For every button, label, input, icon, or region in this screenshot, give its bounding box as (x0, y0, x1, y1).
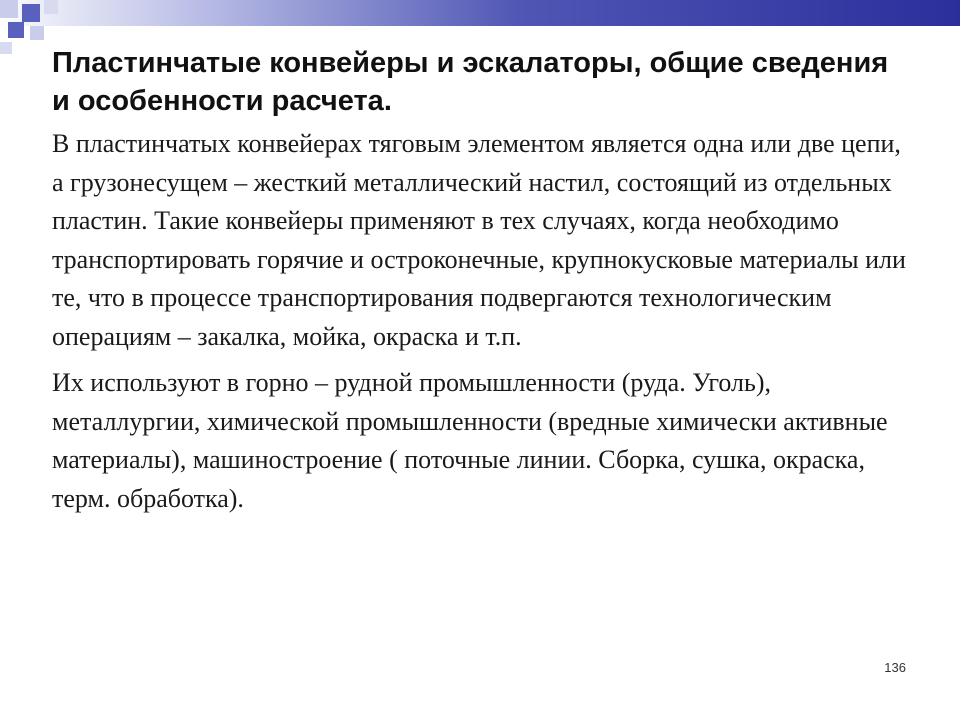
slide-body (52, 125, 912, 526)
paragraph-description: В пластинчатых конвейерах тяговым элементом является одна или две цепи, а грузонесущем – жесткий металлический настил, состоящий из отдельных пластин. Такие конвейеры применяют в тех случаях, когда необходимо транспортировать горячие и остроконечные, крупнокусковые материалы или те, что в процессе транспортирования подвергаются технологическим операциям – закалка, мойка, окраска и т.п. (52, 129, 906, 351)
header-gradient-bar (0, 0, 960, 26)
slide-title: Пластинчатые конвейеры и эскалаторы, общие сведения и особенности расчета. (52, 47, 889, 117)
paragraph-applications: Их используют в горно – рудной промышленности (руда. Уголь), металлургии, химической промышленности (вредные химически активные материалы), машиностроение ( поточные линии. Сборка, сушка, окраска, терм. обработка). (52, 368, 888, 513)
page-number: 136 (884, 660, 906, 675)
